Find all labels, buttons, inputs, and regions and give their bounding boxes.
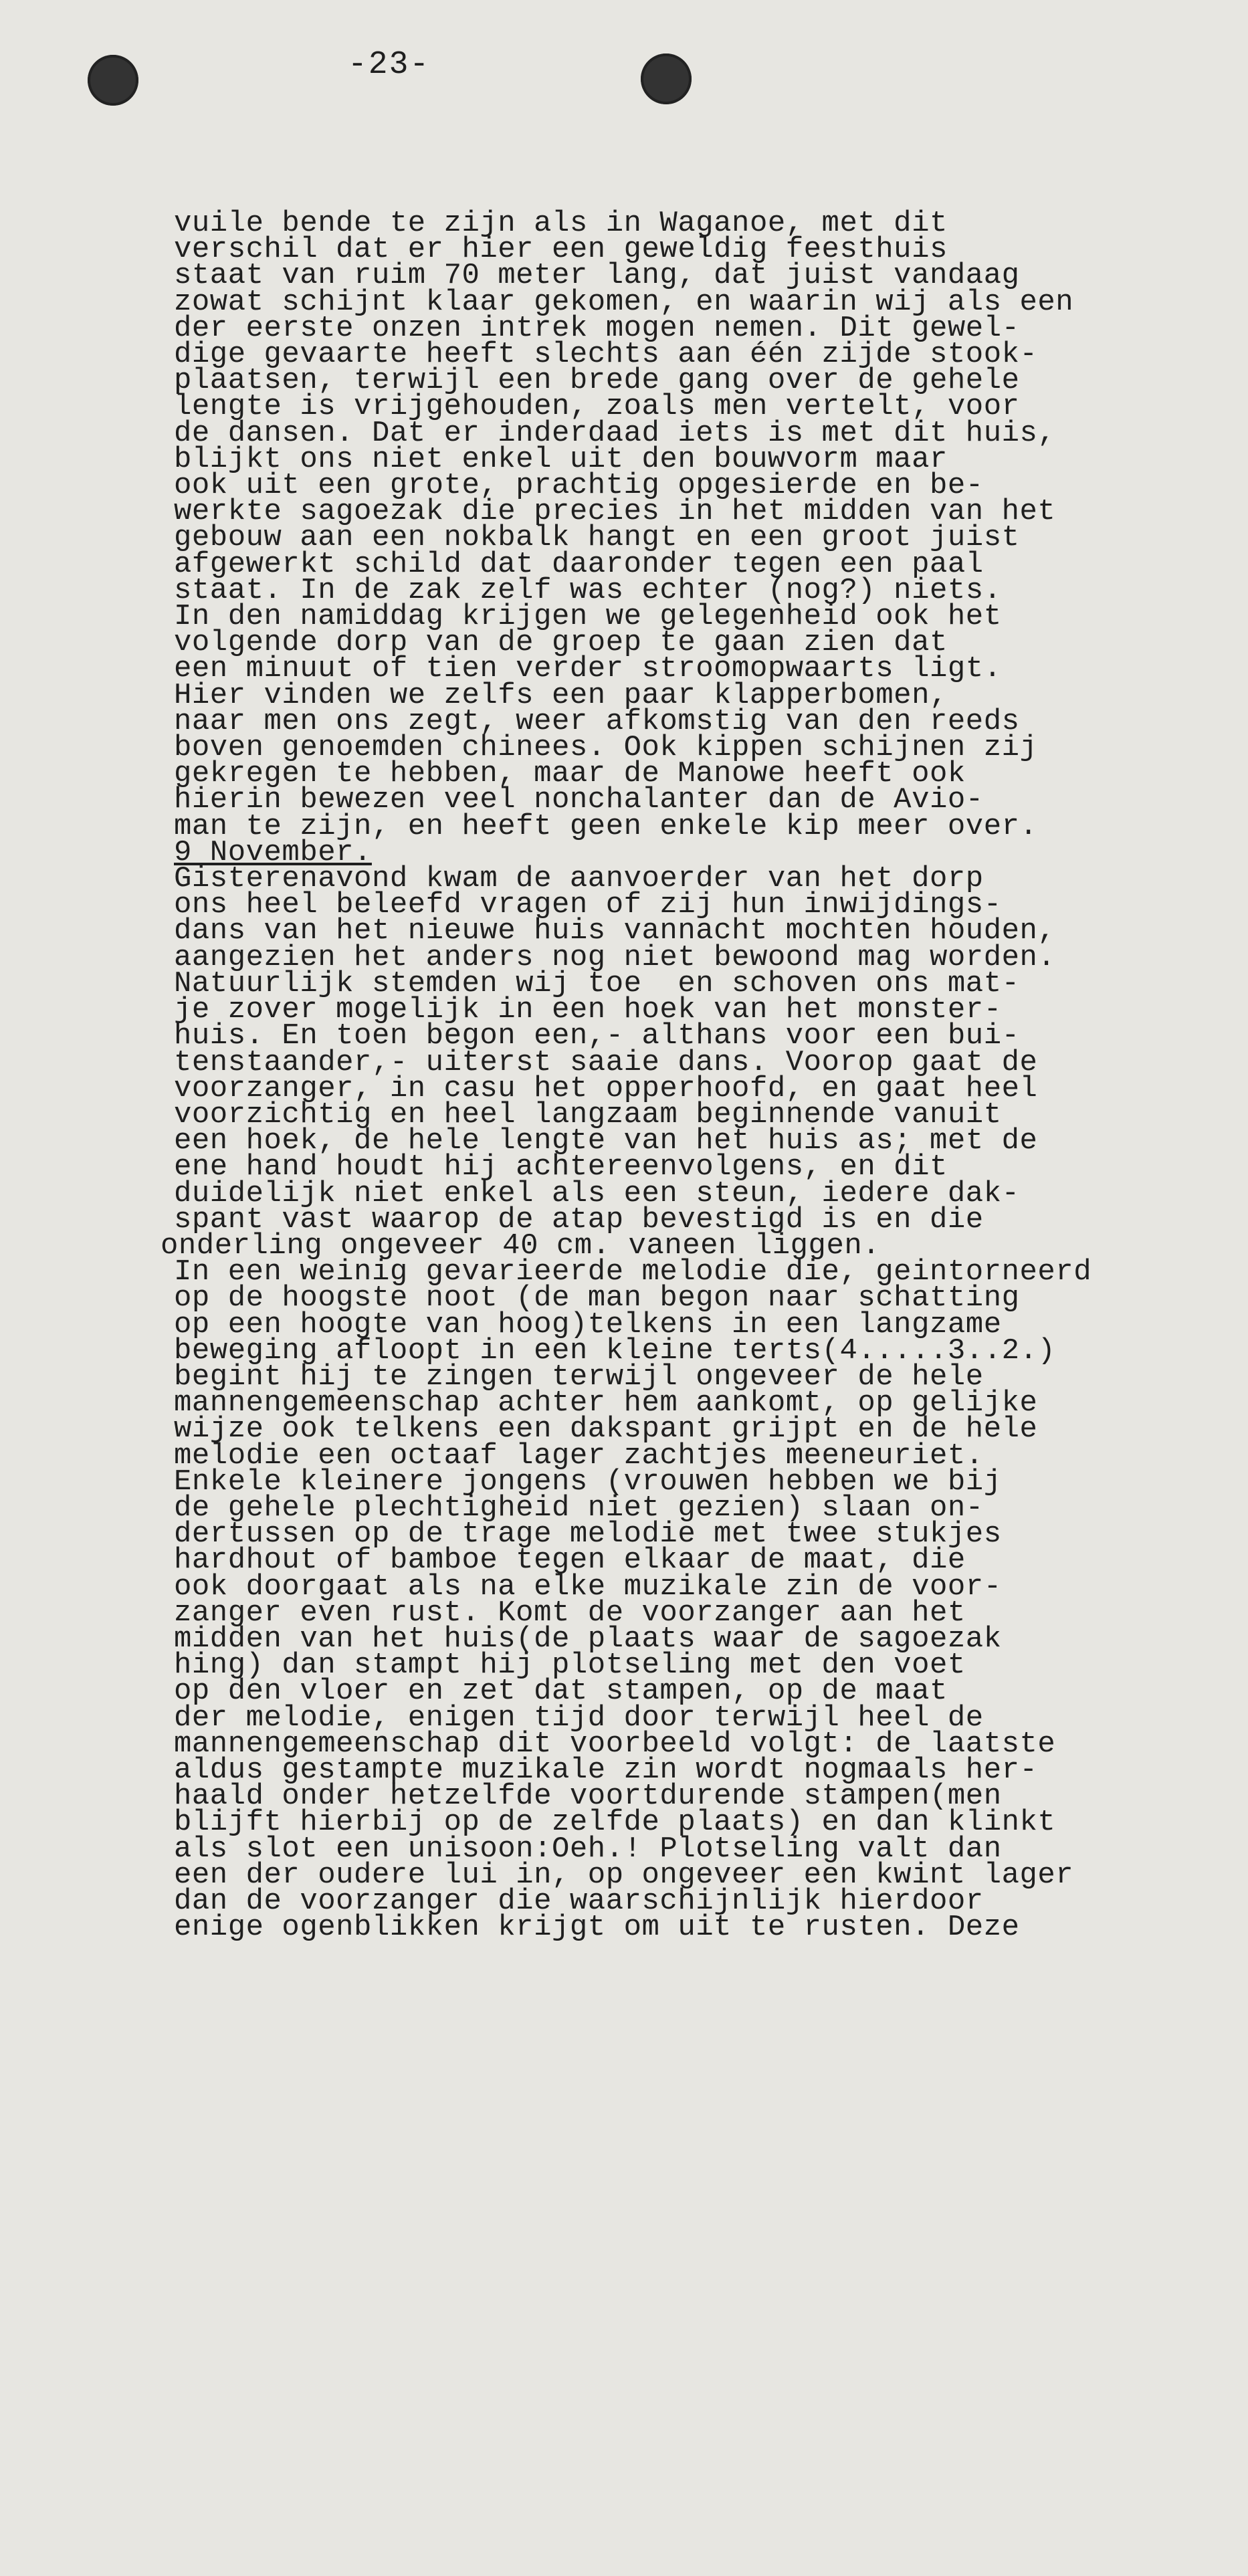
text-line: staat van ruim 70 meter lang, dat juist vandaag: [174, 259, 1020, 293]
text-line: blijkt ons niet enkel uit den bouwvorm maar: [174, 442, 948, 476]
page-number: -23-: [348, 47, 431, 83]
text-line: hardhout of bamboe tegen elkaar de maat, die: [174, 1543, 966, 1578]
text-line: der eerste onzen intrek mogen nemen. Dit gewel-: [174, 311, 1020, 345]
text-line: ook doorgaat als na elke muzikale zin de voor-: [174, 1570, 1002, 1604]
text-line: haald onder hetzelfde voortdurende stampen(men: [174, 1780, 1002, 1814]
text-line: hing) dan stampt hij plotseling met den voet: [174, 1648, 966, 1683]
text-line: Gisterenavond kwam de aanvoerder van het dorp: [174, 862, 984, 896]
text-line: dertussen op de trage melodie met twee stukjes: [174, 1517, 1002, 1551]
text-line: onderling ongeveer 40 cm. vaneen liggen.: [161, 1228, 881, 1263]
text-line: wijze ook telkens een dakspant grijpt en de hele: [174, 1412, 1038, 1446]
punch-hole-left: [88, 55, 138, 106]
text-line: volgende dorp van de groep te gaan zien dat: [174, 626, 948, 660]
text-line: als slot een unisoon:Oeh.! Plotseling valt dan: [174, 1832, 1002, 1866]
text-line: op een hoogte van hoog)telkens in een langzame: [174, 1307, 1002, 1341]
text-line: huis. En toen begon een,- althans voor een bui-: [174, 1019, 1020, 1053]
text-line: een der oudere lui in, op ongeveer een kwint lager: [174, 1858, 1074, 1892]
text-line: gebouw aan een nokbalk hangt en een groot juist: [174, 521, 1020, 555]
text-line: dan de voorzanger die waarschijnlijk hierdoor: [174, 1885, 984, 1918]
text-line: voorzichtig en heel langzaam beginnende vanuit: [174, 1097, 1002, 1132]
text-line: plaatsen, terwijl een brede gang over de gehele: [174, 364, 1020, 398]
text-line: tenstaander,- uiterst saaie dans. Voorop gaat de: [174, 1045, 1038, 1079]
text-line: beweging afloopt in een kleine terts(4.....3..2.): [174, 1333, 1056, 1368]
text-line: melodie een octaaf lager zachtjes meeneuriet.: [174, 1438, 984, 1473]
punch-hole-right: [641, 53, 692, 104]
text-line: enige ogenblikken krijgt om uit te rusten. Deze: [174, 1911, 1020, 1945]
text-line: midden van het huis(de plaats waar de sagoezak: [174, 1622, 1002, 1656]
text-line: voorzanger, in casu het opperhoofd, en gaat heel: [174, 1071, 1038, 1105]
text-line: blijft hierbij op de zelfde plaats) en dan klinkt: [174, 1806, 1056, 1840]
text-line: duidelijk niet enkel als een steun, iedere dak-: [174, 1176, 1020, 1210]
text-line: dige gevaarte heeft slechts aan één zijde stook-: [174, 338, 1038, 372]
text-line: een minuut of tien verder stroomopwaarts ligt.: [174, 652, 1002, 686]
text-line: zanger even rust. Komt de voorzanger aan het: [174, 1596, 966, 1630]
text-line: een hoek, de hele lengte van het huis as; met de: [174, 1124, 1038, 1158]
text-line: ene hand houdt hij achtereenvolgens, en dit: [174, 1150, 948, 1184]
text-line: dans van het nieuwe huis vannacht mochten houden,: [174, 914, 1056, 948]
text-line: naar men ons zegt, weer afkomstig van den reeds: [174, 704, 1020, 738]
text-line: der melodie, enigen tijd door terwijl heel de: [174, 1701, 984, 1735]
text-line: staat. In de zak zelf was echter (nog?) niets.: [174, 573, 1002, 607]
text-line: werkte sagoezak die precies in het midden van het: [174, 495, 1056, 529]
text-line: vuile bende te zijn als in Waganoe, met dit: [174, 207, 948, 240]
text-line: ons heel beleefd vragen of zij hun inwijdings-: [174, 888, 1002, 922]
text-line: je zover mogelijk in een hoek van het monster-: [174, 993, 1002, 1027]
date-heading: 9 November.: [174, 835, 372, 869]
text-line: zowat schijnt klaar gekomen, en waarin wij als een: [174, 285, 1074, 319]
text-line: spant vast waarop de atap bevestigd is en die: [174, 1202, 984, 1237]
text-line: aldus gestampte muzikale zin wordt nogmaals her-: [174, 1753, 1038, 1787]
text-line: In den namiddag krijgen we gelegenheid ook het: [174, 600, 1002, 634]
text-line: afgewerkt schild dat daaronder tegen een paal: [174, 547, 984, 581]
text-line: lengte is vrijgehouden, zoals men vertelt, voor: [174, 390, 1020, 424]
text-line: mannengemeenschap achter hem aankomt, op gelijke: [174, 1386, 1038, 1420]
text-line: mannengemeenschap dit voorbeeld volgt: de laatste: [174, 1727, 1056, 1761]
text-line: gekregen te hebben, maar de Manowe heeft ook: [174, 757, 966, 791]
text-line: boven genoemden chinees. Ook kippen schijnen zij: [174, 731, 1038, 765]
text-line: hierin bewezen veel nonchalanter dan de Avio-: [174, 783, 984, 817]
text-line: Natuurlijk stemden wij toe en schoven ons mat-: [174, 966, 1020, 1000]
text-line: man te zijn, en heeft geen enkele kip meer over.: [174, 809, 1038, 843]
text-line: verschil dat er hier een geweldig feesthuis: [174, 233, 948, 267]
text-line: de dansen. Dat er inderdaad iets is met dit huis,: [174, 416, 1056, 450]
text-line: op den vloer en zet dat stampen, op de maat: [174, 1675, 948, 1709]
typed-text-body: [161, 207, 1231, 1945]
text-line: ook uit een grote, prachtig opgesierde en be-: [174, 469, 984, 503]
text-line: begint hij te zingen terwijl ongeveer de hele: [174, 1360, 984, 1394]
text-line: de gehele plechtigheid niet gezien) slaan on-: [174, 1491, 984, 1525]
text-line: Hier vinden we zelfs een paar klapperbomen,: [174, 678, 948, 712]
text-line: aangezien het anders nog niet bewoond mag worden.: [174, 940, 1056, 974]
text-line: Enkele kleinere jongens (vrouwen hebben we bij: [174, 1465, 1002, 1499]
text-line: op de hoogste noot (de man begon naar schatting: [174, 1281, 1020, 1315]
text-line: In een weinig gevarieerde melodie die, geintorneerd: [174, 1255, 1092, 1289]
